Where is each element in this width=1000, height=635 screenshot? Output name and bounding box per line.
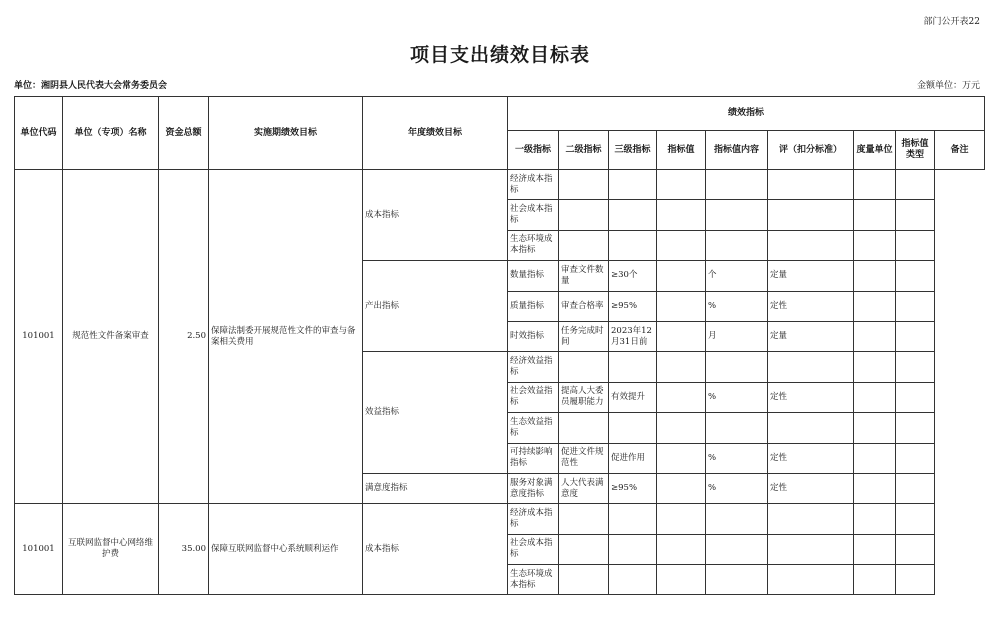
col-unit-code: 单位代码 [15,97,63,170]
total-funds-cell: 2.50 [159,170,209,504]
level2-cell: 社会效益指标 [508,382,559,412]
col-scoring: 评（扣分标准） [768,131,854,170]
indicator-value-cell [609,170,657,200]
indicator-content-cell [657,382,706,412]
indicator-value-cell: ≥95% [609,473,657,503]
level3-cell [559,504,609,534]
indicator-value-cell: 有效提升 [609,382,657,412]
col-total-funds: 资金总额 [159,97,209,170]
remarks-cell [896,534,935,564]
indicator-content-cell [657,413,706,443]
level1-cell: 产出指标 [363,261,508,352]
col-level3: 三级指标 [609,131,657,170]
indicator-value-cell: ≥95% [609,291,657,321]
measure-unit-cell: 定性 [768,473,854,503]
col-annual-goal: 年度绩效目标 [363,97,508,170]
page-title: 项目支出绩效目标表 [409,44,590,66]
measure-unit-cell: 定性 [768,443,854,473]
value-type-cell [854,473,896,503]
indicator-value-cell: 2023年12月31日前 [609,321,657,351]
indicator-content-cell [657,443,706,473]
scoring-cell: % [706,291,768,321]
scoring-cell: % [706,382,768,412]
measure-unit-cell [768,230,854,260]
col-indicator-value: 指标值 [657,131,706,170]
remarks-cell [896,413,935,443]
scoring-cell [706,565,768,595]
indicator-value-cell [609,413,657,443]
level3-cell [559,200,609,230]
col-remarks: 备注 [935,131,985,170]
col-measure-unit: 度量单位 [854,131,896,170]
implementation-goal-cell: 保障法制委开展规范性文件的审查与备案相关费用 [209,170,363,504]
level3-cell [559,534,609,564]
col-level1: 一级指标 [508,131,559,170]
indicator-value-cell [609,504,657,534]
col-level2: 二级指标 [559,131,609,170]
scoring-cell [706,534,768,564]
indicator-content-cell [657,261,706,291]
remarks-cell [896,170,935,200]
level2-cell: 经济成本指标 [508,170,559,200]
level2-cell: 社会成本指标 [508,534,559,564]
unit-label: 单位：湘阴县人民代表大会常务委员会 [14,81,168,91]
table-row [15,170,985,200]
indicator-value-cell: ≥30个 [609,261,657,291]
indicator-content-cell [657,534,706,564]
remarks-cell [896,200,935,230]
value-type-cell [854,200,896,230]
measure-unit-cell [768,352,854,382]
indicator-value-cell [609,200,657,230]
remarks-cell [896,565,935,595]
level2-cell: 可持续影响指标 [508,443,559,473]
measure-unit-cell: 定量 [768,261,854,291]
value-type-cell [854,382,896,412]
level3-cell: 提高人大委员履职能力 [559,382,609,412]
level1-cell: 满意度指标 [363,473,508,503]
amount-unit-label: 金额单位：万元 [916,81,980,91]
indicator-content-cell [657,565,706,595]
measure-unit-cell [768,170,854,200]
value-type-cell [854,565,896,595]
value-type-cell [854,291,896,321]
scoring-cell [706,504,768,534]
level2-cell: 服务对象满意度指标 [508,473,559,503]
scoring-cell: 月 [706,321,768,351]
table-row [15,504,985,534]
scoring-cell: 个 [706,261,768,291]
level2-cell: 生态效益指标 [508,413,559,443]
level3-cell: 审查合格率 [559,291,609,321]
project-name-cell: 规范性文件备案审查 [63,170,159,504]
measure-unit-cell [768,534,854,564]
value-type-cell [854,534,896,564]
indicator-content-cell [657,473,706,503]
value-type-cell [854,170,896,200]
indicator-content-cell [657,291,706,321]
scoring-cell [706,170,768,200]
measure-unit-cell [768,413,854,443]
value-type-cell [854,230,896,260]
scoring-cell [706,352,768,382]
remarks-cell [896,352,935,382]
indicator-content-cell [657,352,706,382]
indicator-value-cell: 促进作用 [609,443,657,473]
measure-unit-cell [768,200,854,230]
measure-unit-cell [768,565,854,595]
indicator-content-cell [657,200,706,230]
project-name-cell: 互联网监督中心网络维护费 [63,504,159,595]
indicator-value-cell [609,565,657,595]
total-funds-cell: 35.00 [159,504,209,595]
value-type-cell [854,261,896,291]
remarks-cell [896,261,935,291]
remarks-cell [896,321,935,351]
level2-cell: 数量指标 [508,261,559,291]
remarks-cell [896,443,935,473]
implementation-goal-cell: 保障互联网监督中心系统顺利运作 [209,504,363,595]
value-type-cell [854,504,896,534]
col-project-name: 单位（专项）名称 [63,97,159,170]
remarks-cell [896,230,935,260]
value-type-cell [854,443,896,473]
performance-goal-table [14,96,985,595]
level2-cell: 质量指标 [508,291,559,321]
indicator-value-cell [609,534,657,564]
col-implementation-goal: 实施期绩效目标 [209,97,363,170]
value-type-cell [854,413,896,443]
unit-code-cell: 101001 [15,170,63,504]
level3-cell [559,565,609,595]
unit-code-cell: 101001 [15,504,63,595]
indicator-content-cell [657,170,706,200]
level3-cell: 任务完成时间 [559,321,609,351]
measure-unit-cell: 定性 [768,382,854,412]
remarks-cell [896,473,935,503]
indicator-value-cell [609,230,657,260]
value-type-cell [854,321,896,351]
scoring-cell [706,413,768,443]
level3-cell: 促进文件规范性 [559,443,609,473]
col-value-type: 指标值类型 [896,131,935,170]
indicator-value-cell [609,352,657,382]
measure-unit-cell [768,504,854,534]
level2-cell: 时效指标 [508,321,559,351]
remarks-cell [896,291,935,321]
remarks-cell [896,504,935,534]
form-number: 部门公开表22 [923,17,980,27]
value-type-cell [854,352,896,382]
level3-cell: 审查文件数量 [559,261,609,291]
indicator-content-cell [657,321,706,351]
table-body [15,170,985,595]
level3-cell: 人大代表满意度 [559,473,609,503]
col-performance-indicators: 绩效指标 [508,97,985,131]
measure-unit-cell: 定量 [768,321,854,351]
scoring-cell: % [706,473,768,503]
scoring-cell: % [706,443,768,473]
scoring-cell [706,200,768,230]
level3-cell [559,170,609,200]
col-indicator-content: 指标值内容 [706,131,768,170]
level2-cell: 社会成本指标 [508,200,559,230]
level1-cell: 效益指标 [363,352,508,474]
remarks-cell [896,382,935,412]
level1-cell: 成本指标 [363,504,508,595]
level3-cell [559,413,609,443]
indicator-content-cell [657,230,706,260]
indicator-content-cell [657,504,706,534]
level2-cell: 生态环境成本指标 [508,565,559,595]
level1-cell: 成本指标 [363,170,508,261]
level3-cell [559,230,609,260]
scoring-cell [706,230,768,260]
level2-cell: 经济效益指标 [508,352,559,382]
measure-unit-cell: 定性 [768,291,854,321]
level3-cell [559,352,609,382]
level2-cell: 生态环境成本指标 [508,230,559,260]
level2-cell: 经济成本指标 [508,504,559,534]
